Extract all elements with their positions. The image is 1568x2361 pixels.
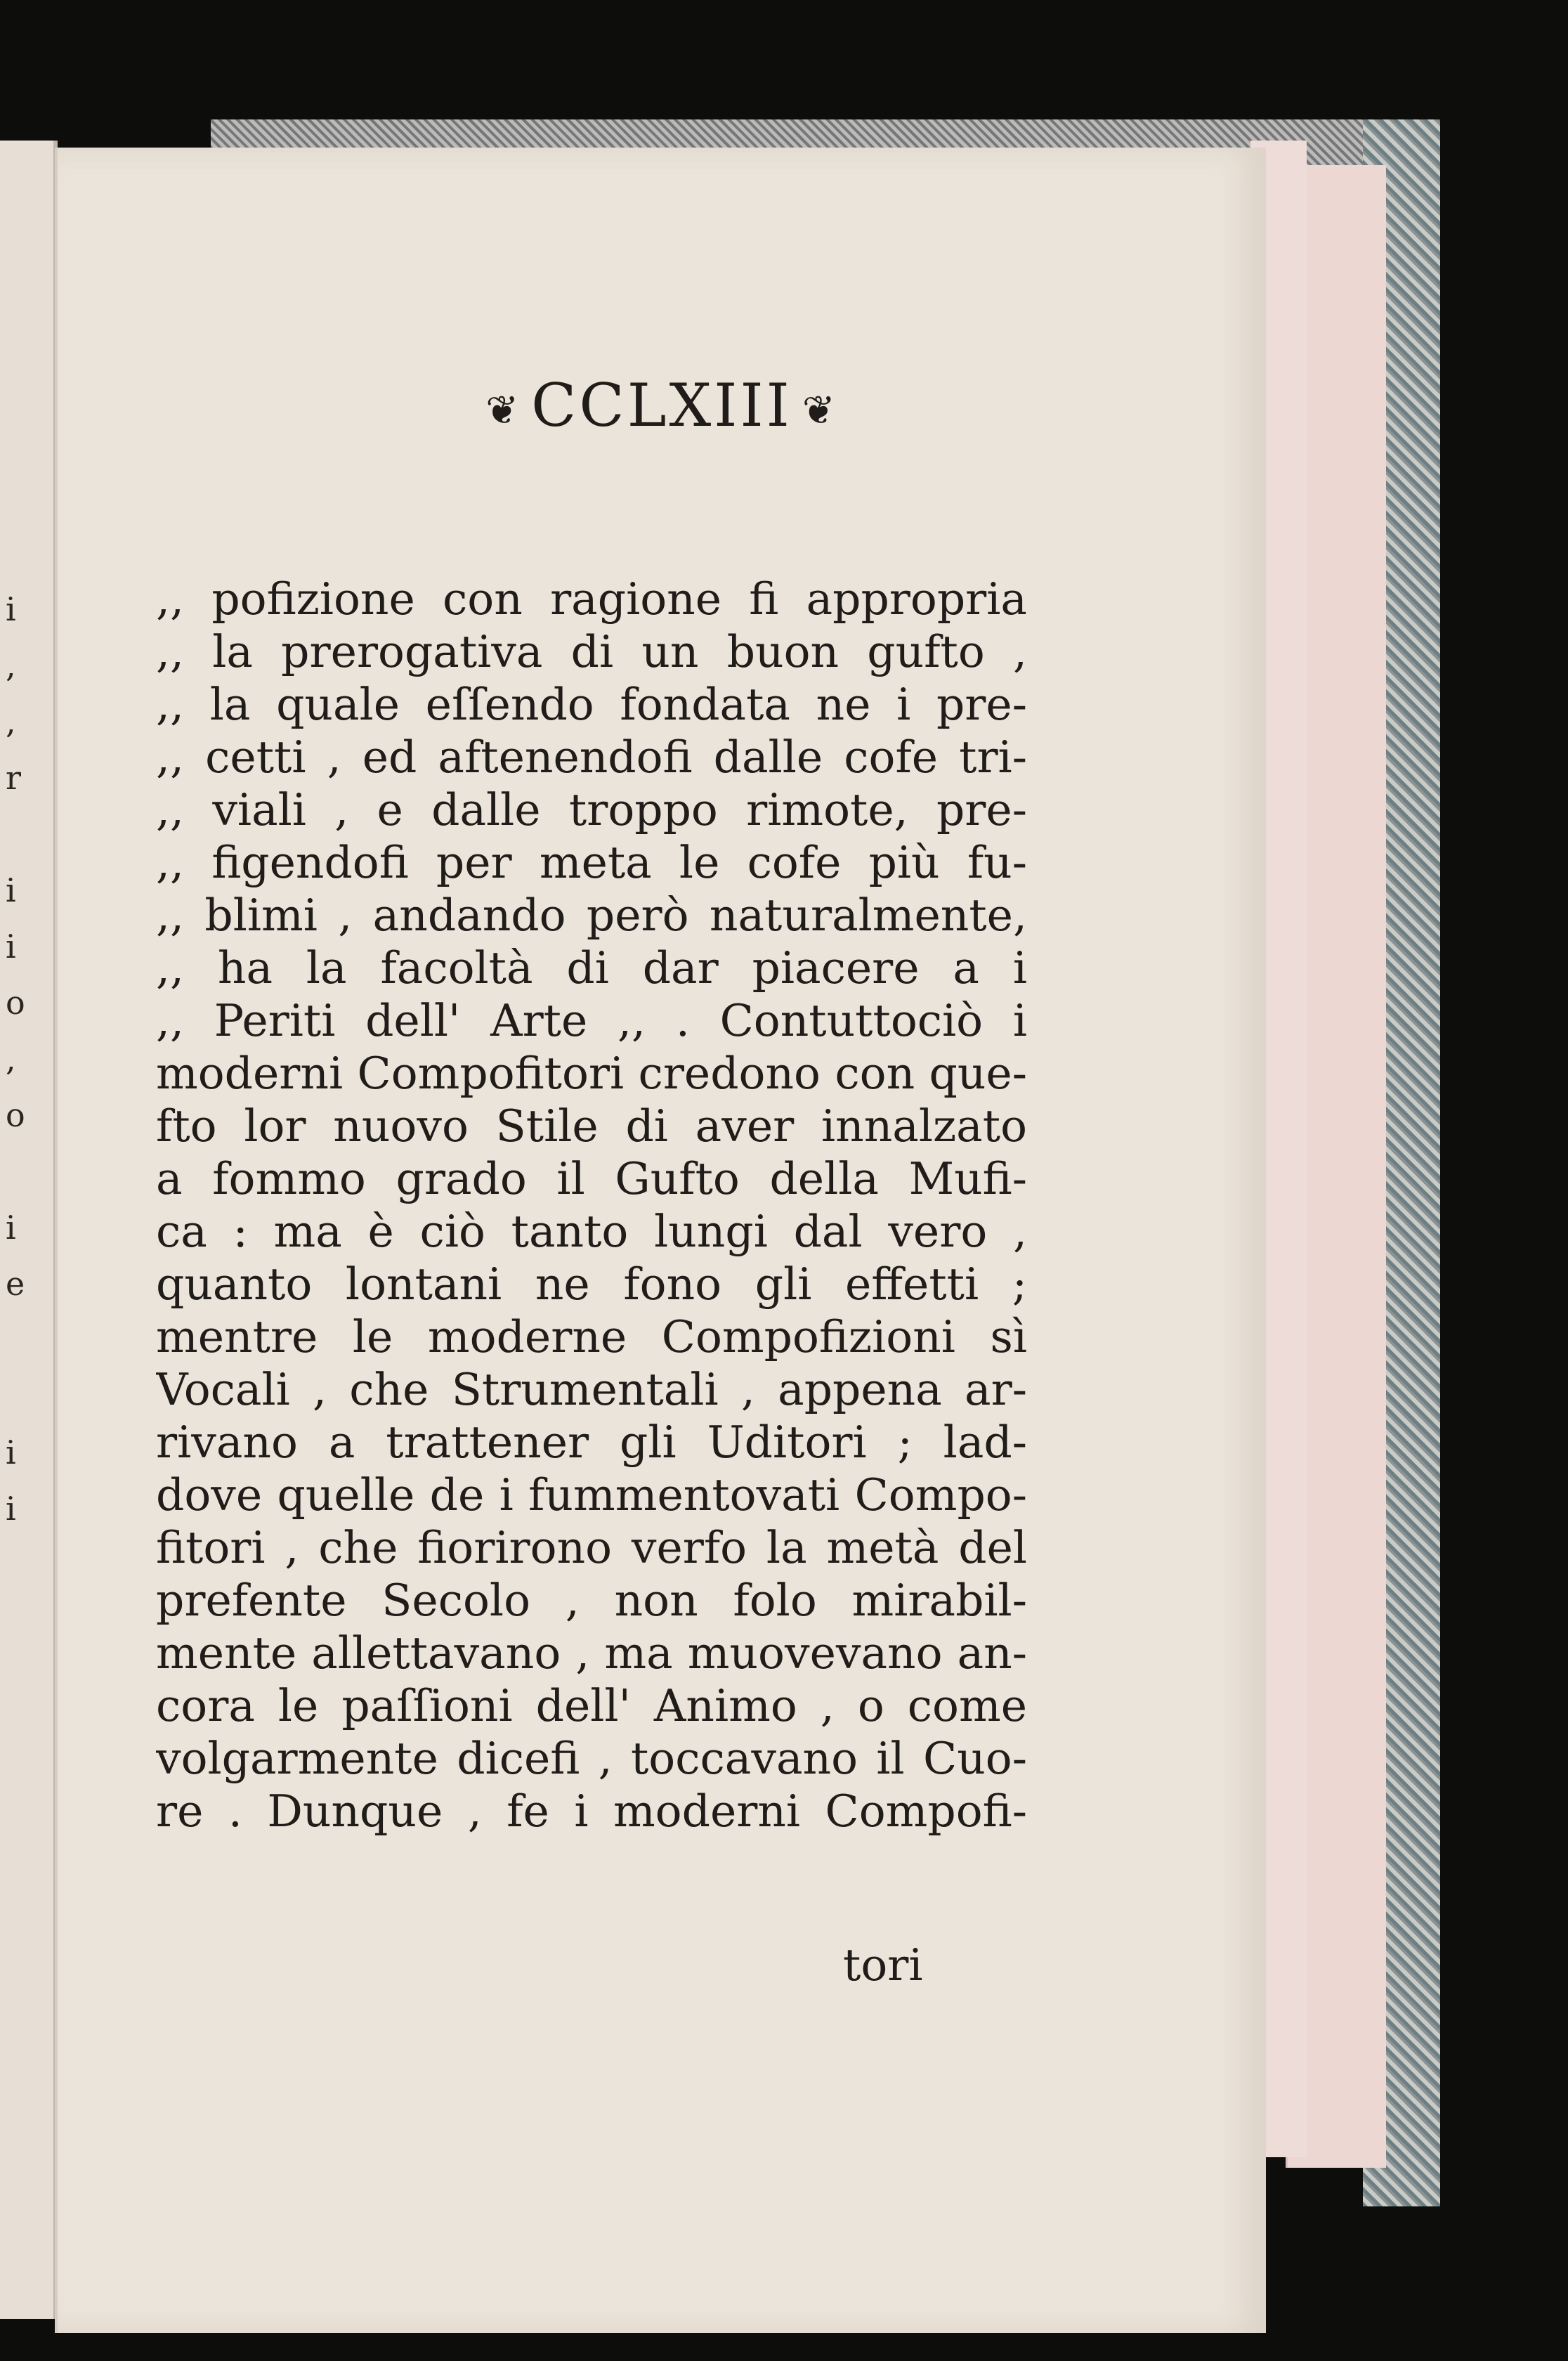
facing-page-fragment: , [6, 1040, 16, 1078]
text-line: cora le paſſioni dell' Animo , o come [156, 1680, 1027, 1731]
facing-page-fragment: r [6, 759, 21, 797]
facing-page-fragment: , [6, 646, 16, 684]
text-line: ,, pofizione con ragione fi appropria [156, 573, 1027, 625]
text-line: Vocali , che Strumentali , appena ar- [156, 1364, 1027, 1415]
facing-page-fragment: i [6, 928, 16, 965]
text-line: ,, la prerogativa di un buon gufto , [156, 626, 1027, 677]
text-line: quanto lontani ne fono gli effetti ; [156, 1258, 1027, 1310]
facing-page-fragment: i [6, 590, 16, 628]
text-line: rivano a trattener gli Uditori ; lad- [156, 1417, 1027, 1468]
text-line: ,, blimi , andando però naturalmente, [156, 890, 1027, 941]
text-line: mentre le moderne Compofizioni sì [156, 1311, 1027, 1362]
text-line: ,, viali , e dalle troppo rimote, pre- [156, 784, 1027, 835]
text-line: ,, cetti , ed aftenendofi dalle cofe tri- [156, 731, 1027, 783]
catchword: tori [843, 1939, 923, 1991]
facing-page-fragment: o [6, 984, 25, 1022]
text-line: mente allettavano , ma muovevano an- [156, 1627, 1027, 1679]
book-page [55, 148, 1266, 2333]
facing-page-fragment: , [6, 703, 16, 741]
text-line: prefente Secolo , non folo mirabil- [156, 1575, 1027, 1626]
page-number: CCLXIII [531, 371, 792, 440]
facing-page-fragment: i [6, 1209, 16, 1247]
text-line: fitori , che fiorirono verfo la metà del [156, 1522, 1027, 1573]
text-line: moderni Compofitori credono con que- [156, 1048, 1027, 1099]
text-line: re . Dunque , fe i moderni Compofi- [156, 1786, 1027, 1837]
text-line: ca : ma è ciò tanto lungi dal vero , [156, 1206, 1027, 1257]
facing-page-fragment: i [6, 1433, 16, 1471]
text-line: fto lor nuovo Stile di aver innalzato [156, 1100, 1027, 1152]
facing-page-fragment: i [6, 1490, 16, 1528]
facing-page-fragment: i [6, 871, 16, 909]
page-header [58, 371, 1266, 440]
text-line: ,, figendofi per meta le cofe più fu- [156, 837, 1027, 888]
facing-page-fragment: o [6, 1096, 25, 1134]
body-text [156, 573, 1027, 1838]
facing-page-edge [0, 141, 58, 2319]
text-line: a fommo grado il Gufto della Mufi- [156, 1153, 1027, 1204]
text-line: dove quelle de i fummentovati Compo- [156, 1469, 1027, 1521]
ornament-left-icon: ❦ [485, 387, 522, 434]
text-line: ,, Periti dell' Arte ,, . Contuttociò i [156, 995, 1027, 1046]
text-line: volgarmente dicefi , toccavano il Cuo- [156, 1733, 1027, 1784]
ornament-right-icon: ❦ [802, 387, 838, 434]
text-line: ,, la quale eſſendo fondata ne i pre- [156, 679, 1027, 730]
text-line: ,, ha la facoltà di dar piacere a i [156, 942, 1027, 994]
facing-page-fragment: e [6, 1265, 25, 1303]
